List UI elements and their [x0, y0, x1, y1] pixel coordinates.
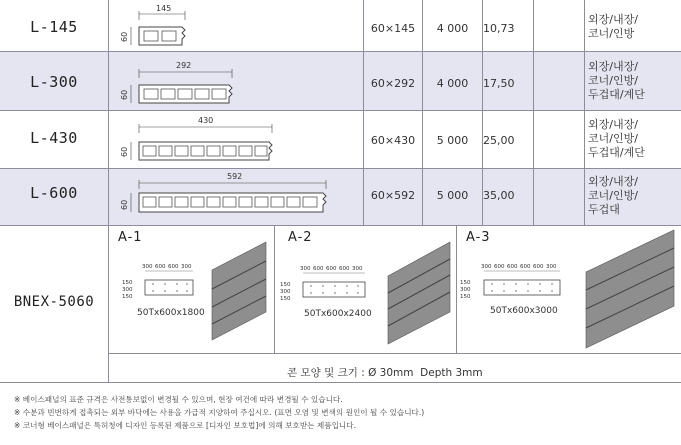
svg-text:600: 600 [155, 264, 166, 270]
panel-size-a1: 50Tx600x1800 [137, 308, 205, 318]
row-size: 60×292 [370, 77, 416, 90]
svg-text:60: 60 [120, 31, 129, 42]
svg-text:300: 300 [280, 289, 291, 295]
row-weight: 17,50 [483, 77, 515, 90]
usage-line: 두겁대/계단 [588, 88, 645, 101]
svg-text:600: 600 [494, 264, 505, 270]
svg-text:150: 150 [460, 294, 471, 300]
svg-text:600: 600 [507, 264, 518, 270]
svg-text:300: 300 [122, 287, 133, 293]
product-code-l300: L-300 [30, 73, 78, 91]
row-size: 60×430 [370, 134, 416, 147]
svg-text:60: 60 [120, 146, 129, 157]
usage-line: 외장/내장/ [588, 175, 638, 188]
panel-3d-a1 [208, 238, 270, 346]
panel-id-a3: A-3 [466, 230, 491, 245]
usage-line: 두겁대/계단 [588, 146, 645, 159]
profile-drawing-l600 [112, 170, 357, 222]
svg-text:145: 145 [156, 4, 172, 13]
row-weight: 35,00 [483, 189, 515, 202]
panel-plan-a1 [120, 262, 200, 302]
usage-line: 외장/내장/ [588, 13, 638, 26]
usage-line: 코너/인방/ [588, 132, 638, 145]
product-code-l600: L-600 [30, 184, 78, 202]
panel-id-a2: A-2 [288, 230, 313, 245]
svg-text:300: 300 [181, 264, 192, 270]
row-weight: 25,00 [483, 134, 515, 147]
row-length: 4 000 [436, 22, 469, 35]
panel-size-a2: 50Tx600x2400 [304, 309, 372, 319]
svg-text:150: 150 [280, 296, 291, 302]
profile-drawing-l300 [112, 58, 357, 108]
panel-plan-a2 [278, 264, 378, 304]
row-size: 60×592 [370, 189, 416, 202]
svg-text:300: 300 [142, 264, 153, 270]
panel-id-a1: A-1 [118, 230, 143, 245]
svg-text:300: 300 [460, 287, 471, 293]
panel-size-a3: 50Tx600x3000 [490, 306, 558, 316]
svg-text:292: 292 [176, 61, 192, 70]
row-usage [588, 175, 638, 217]
svg-text:600: 600 [520, 264, 531, 270]
svg-text:150: 150 [122, 294, 133, 300]
row-length: 4 000 [436, 77, 469, 90]
svg-text:592: 592 [227, 172, 243, 181]
usage-line: 두겁대 [588, 203, 620, 216]
svg-text:300: 300 [546, 264, 557, 270]
usage-line: 코너/인방/ [588, 189, 638, 202]
usage-line: 외장/내장/ [588, 60, 638, 73]
svg-text:600: 600 [533, 264, 544, 270]
profile-drawing-l145 [112, 2, 357, 50]
footnote: ※ 수분과 빈번하게 접촉되는 외부 바닥에는 사용을 가급적 지양하여 주십시오. (표면 오염 및 변색의 원인이 될 수 있습니다.) [14, 408, 425, 417]
product-code-l145: L-145 [30, 18, 78, 36]
panel-plan-a3 [456, 262, 576, 302]
usage-line: 외장/내장/ [588, 118, 638, 131]
usage-line: 코너/인방 [588, 27, 635, 40]
profile-drawing-l430 [112, 113, 357, 165]
svg-text:300: 300 [481, 264, 492, 270]
product-code-bnex: BNEX-5060 [13, 294, 95, 310]
usage-line: 코너/인방/ [588, 74, 638, 87]
row-weight: 10,73 [483, 22, 515, 35]
footnote: ※ 코너형 베이스패널은 특허청에 디자인 등록된 제품으로 [디자인 보호법]에 의해 보호받는 제품입니다. [14, 421, 357, 430]
svg-text:150: 150 [122, 280, 133, 286]
panel-3d-a2 [384, 238, 454, 348]
svg-text:150: 150 [460, 280, 471, 286]
svg-text:300: 300 [300, 266, 311, 272]
row-size: 60×145 [370, 22, 416, 35]
row-usage [588, 13, 638, 41]
row-length: 5 000 [436, 189, 469, 202]
footnote: ※ 베이스패널의 표준 규격은 사전통보없이 변경될 수 있으며, 현장 여건에 따라 변경될 수 있습니다. [14, 395, 343, 404]
svg-text:60: 60 [120, 89, 129, 100]
svg-text:150: 150 [280, 282, 291, 288]
product-code-l430: L-430 [30, 129, 78, 147]
svg-text:600: 600 [313, 266, 324, 272]
svg-text:430: 430 [198, 116, 214, 125]
row-usage [588, 118, 645, 160]
row-usage [588, 60, 645, 102]
svg-text:600: 600 [339, 266, 350, 272]
svg-text:300: 300 [352, 266, 363, 272]
svg-text:600: 600 [168, 264, 179, 270]
hole-spec-note: 콘 모양 및 크기 : Ø 30mm Depth 3mm [287, 367, 483, 379]
row-length: 5 000 [436, 134, 469, 147]
svg-text:600: 600 [326, 266, 337, 272]
svg-text:60: 60 [120, 199, 129, 210]
panel-3d-a3 [582, 226, 678, 352]
